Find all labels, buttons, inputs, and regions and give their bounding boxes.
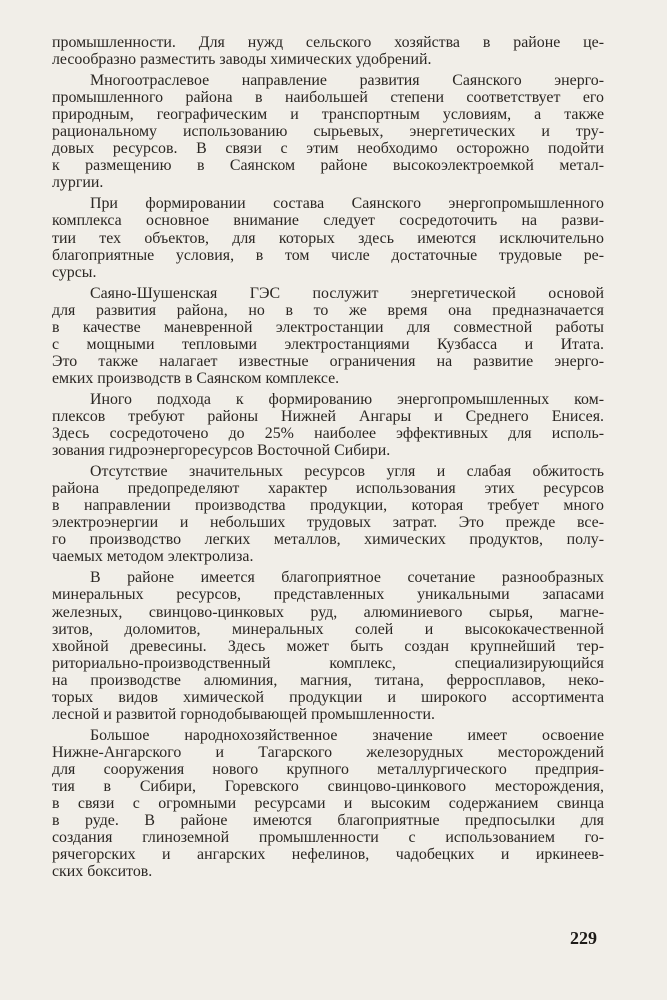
text-line: торых видов химической продукции и широкого ассортимента xyxy=(52,688,604,706)
paragraph xyxy=(52,34,604,68)
text-line: Иного подхода к формированию энергопромышленных ком- xyxy=(90,390,604,408)
body-text xyxy=(52,34,604,884)
text-line: для развития района, но в то же время она предназначается xyxy=(52,301,604,319)
text-line: емких производств в Саянском комплексе. xyxy=(52,369,340,387)
text-line: создания глиноземной промышленности с использованием го- xyxy=(52,829,604,847)
text-line: в руде. В районе имеются благоприятные предпосылки для xyxy=(52,812,604,830)
text-line: го производство легких металлов, химических продуктов, полу- xyxy=(52,531,604,549)
text-line: Многоотраслевое направление развития Саянского энерго- xyxy=(90,72,604,90)
text-line: Отсутствие значительных ресурсов угля и слабая обжитость xyxy=(90,463,604,481)
text-line: зитов, доломитов, минеральных солей и высококачественной xyxy=(52,620,604,638)
text-line: рячегорских и ангарских нефелинов, чадобецких и иркинеев- xyxy=(52,846,604,864)
text-line: При формировании состава Саянского энергопромышленного xyxy=(90,195,604,213)
text-line: ских бокситов. xyxy=(52,863,153,881)
text-line: природным, географическим и транспортным условиям, а также xyxy=(52,106,604,124)
text-line: Большое народнохозяйственное значение имеет освоение xyxy=(90,726,604,744)
text-line: В районе имеется благоприятное сочетание разнообразных xyxy=(90,569,604,587)
paragraph xyxy=(52,72,604,191)
text-line: сурсы. xyxy=(52,263,97,281)
text-line: в связи с огромными ресурсами и высоким содержанием свинца xyxy=(52,795,604,813)
text-line: для сооружения нового крупного металлургического предприя- xyxy=(52,760,604,778)
text-line: электроэнергии и небольших трудовых затрат. Это прежде все- xyxy=(52,514,604,532)
text-line: тии тех объектов, для которых здесь имеются исключительно xyxy=(52,229,604,247)
text-line: промышленности. Для нужд сельского хозяйства в районе це- xyxy=(52,34,604,51)
text-line: тия в Сибири, Горевского свинцово-цинкового месторождения, xyxy=(52,777,604,795)
paragraph xyxy=(52,391,604,459)
text-line: в качестве маневренной электростанции для совместной работы xyxy=(52,318,604,336)
text-line: к размещению в Саянском районе высокоэлектроемкой метал- xyxy=(52,157,604,175)
text-line: на производстве алюминия, магния, титана, ферросплавов, неко- xyxy=(52,671,604,689)
paragraph xyxy=(52,727,604,880)
text-line: лесообразно разместить заводы химических удобрений. xyxy=(52,51,432,69)
text-line: комплекса основное внимание следует сосредоточить на разви- xyxy=(52,212,604,230)
paragraph xyxy=(52,463,604,565)
text-line: благоприятные условия, в том числе достаточные трудовые ре- xyxy=(52,246,604,264)
text-line: хвойной древесины. Здесь может быть создан крупнейший тер- xyxy=(52,637,604,655)
text-line: плексов требуют районы Нижней Ангары и Среднего Енисея. xyxy=(52,407,604,425)
page-number: 229 xyxy=(570,928,597,948)
text-line: минеральных ресурсов, представленных уникальными запасами xyxy=(52,586,604,604)
text-line: лургии. xyxy=(52,174,104,192)
text-line: Нижне-Ангарского и Тагарского железорудных месторождений xyxy=(52,743,604,761)
text-line: Это также налагает известные ограничения на развитие энерго- xyxy=(52,352,604,370)
text-line: в направлении производства продукции, которая требует много xyxy=(52,497,604,515)
text-line: железных, свинцово-цинковых руд, алюминиевого сырья, магне- xyxy=(52,603,604,621)
text-line: лесной и развитой горнодобывающей промышленности. xyxy=(52,705,435,723)
paragraph xyxy=(52,569,604,722)
paragraph xyxy=(52,195,604,280)
text-line: чаемых методом электролиза. xyxy=(52,548,254,566)
text-line: рациональному использованию сырьевых, энергетических и тру- xyxy=(52,123,604,141)
text-line: довых ресурсов. В связи с этим необходимо осторожно подойти xyxy=(52,140,604,158)
text-line: промышленного района в наибольшей степени соответствует его xyxy=(52,89,604,107)
text-line: с мощными тепловыми электростанциями Кузбасса и Итата. xyxy=(52,335,604,353)
text-line: Саяно-Шушенская ГЭС послужит энергетической основой xyxy=(90,284,604,302)
text-line: района предопределяют характер использования этих ресурсов xyxy=(52,480,604,498)
text-line: Здесь сосредоточено до 25% наиболее эффективных для исполь- xyxy=(52,425,604,443)
paragraph xyxy=(52,285,604,387)
text-line: зования гидроэнергоресурсов Восточной Сибири. xyxy=(52,442,391,460)
text-line: риториально-производственный комплекс, специализирующийся xyxy=(52,654,604,672)
